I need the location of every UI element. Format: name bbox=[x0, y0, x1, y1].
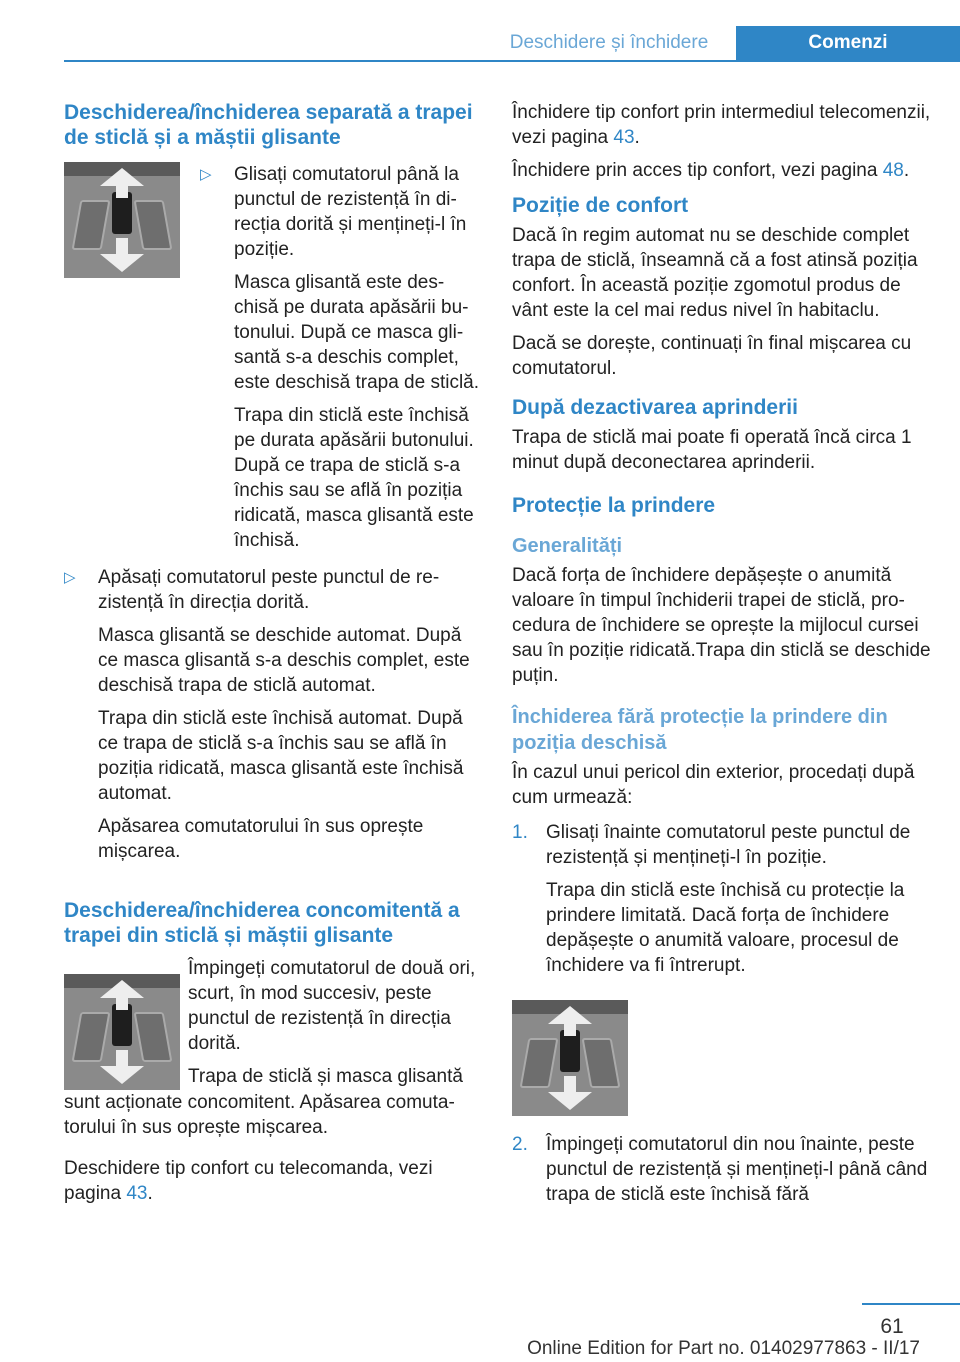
paragraph: Trapa de sticlă și masca glisantă bbox=[188, 1066, 463, 1087]
heading-comfort-position: Poziție de confort bbox=[512, 194, 689, 217]
heading-general: Generalități bbox=[512, 535, 623, 557]
paragraph-remote-opening: Deschidere tip confort cu telecomanda, vezi pagina 43. bbox=[64, 1158, 433, 1204]
heading-after-ignition-off: După dezactivarea aprinderii bbox=[512, 396, 798, 419]
concurrent-block bbox=[64, 956, 482, 1090]
header-section-tab[interactable]: Deschidere și închidere bbox=[483, 26, 735, 60]
bullet-icon: ▷ bbox=[64, 569, 76, 586]
paragraph: Glisați comutatorul până la punctul de rezistență în direcția dorită și mențineți-l în poziție. bbox=[234, 164, 467, 260]
separate-slide-block bbox=[64, 162, 482, 561]
paragraph: Dacă se dorește, continuați în final mișcarea cu comutatorul. bbox=[512, 333, 912, 379]
sunroof-switch-illustration bbox=[64, 974, 180, 1090]
paragraph: În cazul unui pericol din exterior, procedați după cum urmează: bbox=[512, 762, 915, 808]
paragraph: Trapa de sticlă mai poate fi operată încă circa 1 minut după deconectarea aprinderii. bbox=[512, 427, 912, 473]
paragraph: sunt acționate concomitent. Apăsarea comutatorului în sus oprește mișcarea. bbox=[64, 1092, 455, 1138]
step-number: 1. bbox=[512, 822, 528, 843]
left-column bbox=[64, 100, 482, 1214]
step-1 bbox=[512, 820, 932, 986]
bullet-icon: ▷ bbox=[200, 166, 212, 183]
paragraph: Masca glisantă se deschide automat. După ce masca glisantă s-a deschis complet, este deschisă trapa de sticlă automat. bbox=[98, 625, 470, 696]
paragraph: Trapa din sticlă este închisă pe durata apăsării butonului. După ce trapa de sticlă s-a închis sau se află în poziția ridicată, masca glisantă este închisă. bbox=[234, 405, 474, 551]
page-link[interactable]: 43 bbox=[613, 127, 635, 148]
paragraph: Glisați înainte comutatorul peste punctul de rezistență și mențineți-l în poziție. bbox=[546, 822, 911, 868]
paragraph: Apăsați comutatorul peste punctul de rezistență în direcția dorită. bbox=[98, 567, 440, 613]
footer-rule bbox=[862, 1303, 960, 1305]
header-rule bbox=[64, 60, 960, 62]
heading-closing-without-pinch-protection: Închiderea fără protecție la prindere din poziția deschisă bbox=[512, 706, 888, 754]
header-chapter-tab[interactable]: Comenzi bbox=[736, 26, 960, 60]
step-2 bbox=[512, 1132, 932, 1215]
sunroof-switch-illustration bbox=[64, 162, 180, 278]
paragraph: Dacă în regim automat nu se deschide complet trapa de sticlă, înseamnă că a fost atinsă poziția confort. În această poziție zgomotul produs de vânt este la cel mai redus nivel în habitaclu. bbox=[512, 225, 918, 321]
right-column bbox=[512, 100, 932, 1215]
page-number: 61 bbox=[880, 1315, 904, 1338]
paragraph-comfort-access-closing: Închidere prin acces tip confort, vezi pagina 48. bbox=[512, 160, 910, 181]
page-link[interactable]: 43 bbox=[126, 1183, 148, 1204]
edition-footer: Online Edition for Part no. 01402977863 - II/17 bbox=[527, 1338, 920, 1359]
paragraph: Trapa din sticlă este închisă cu protecție la prindere limitată. Dacă forța de închidere depășește o anumită valoare, procesul de închidere va fi întrerupt. bbox=[546, 880, 905, 976]
paragraph: Împingeți comutatorul de două ori, scurt, în mod succesiv, peste punctul de rezistență în direcția dorită. bbox=[188, 958, 476, 1054]
paragraph-remote-closing: Închidere tip confort prin intermediul telecomenzii, vezi pagina 43. bbox=[512, 102, 931, 148]
paragraph: Apăsarea comutatorului în sus oprește mișcarea. bbox=[98, 816, 424, 862]
page-link[interactable]: 48 bbox=[882, 160, 904, 181]
heading-concurrent-operation: Deschiderea/închiderea concomitentă a trapei din sticlă și măștii glisante bbox=[64, 899, 460, 947]
paragraph: Masca glisantă este deschisă pe durata apăsării butonului. După ce masca glisantă s-a deschis complet, este deschisă trapa de sticlă. bbox=[234, 272, 480, 393]
heading-pinch-protection: Protecție la prindere bbox=[512, 494, 716, 517]
paragraph: Trapa din sticlă este închisă automat. După ce trapa de sticlă s-a închis sau se află în poziția ridicată, masca glisantă este închisă automat. bbox=[98, 708, 464, 804]
separate-press-block bbox=[64, 565, 482, 872]
paragraph: Împingeți comutatorul din nou înainte, peste punctul de rezistență și mențineți-l până când trapa de sticlă este închisă fără bbox=[546, 1134, 928, 1205]
heading-separate-operation: Deschiderea/închiderea separată a trapei de sticlă și a măștii glisante bbox=[64, 101, 473, 149]
step-number: 2. bbox=[512, 1134, 528, 1155]
paragraph: Dacă forța de închidere depășește o anumită valoare în timpul închiderii trapei de sticlă, procedura de închidere se oprește la mijlocul cursei sau în poziție ridicată.Trapa din sticlă se deschide puțin. bbox=[512, 565, 931, 686]
sunroof-switch-illustration bbox=[512, 1000, 628, 1116]
